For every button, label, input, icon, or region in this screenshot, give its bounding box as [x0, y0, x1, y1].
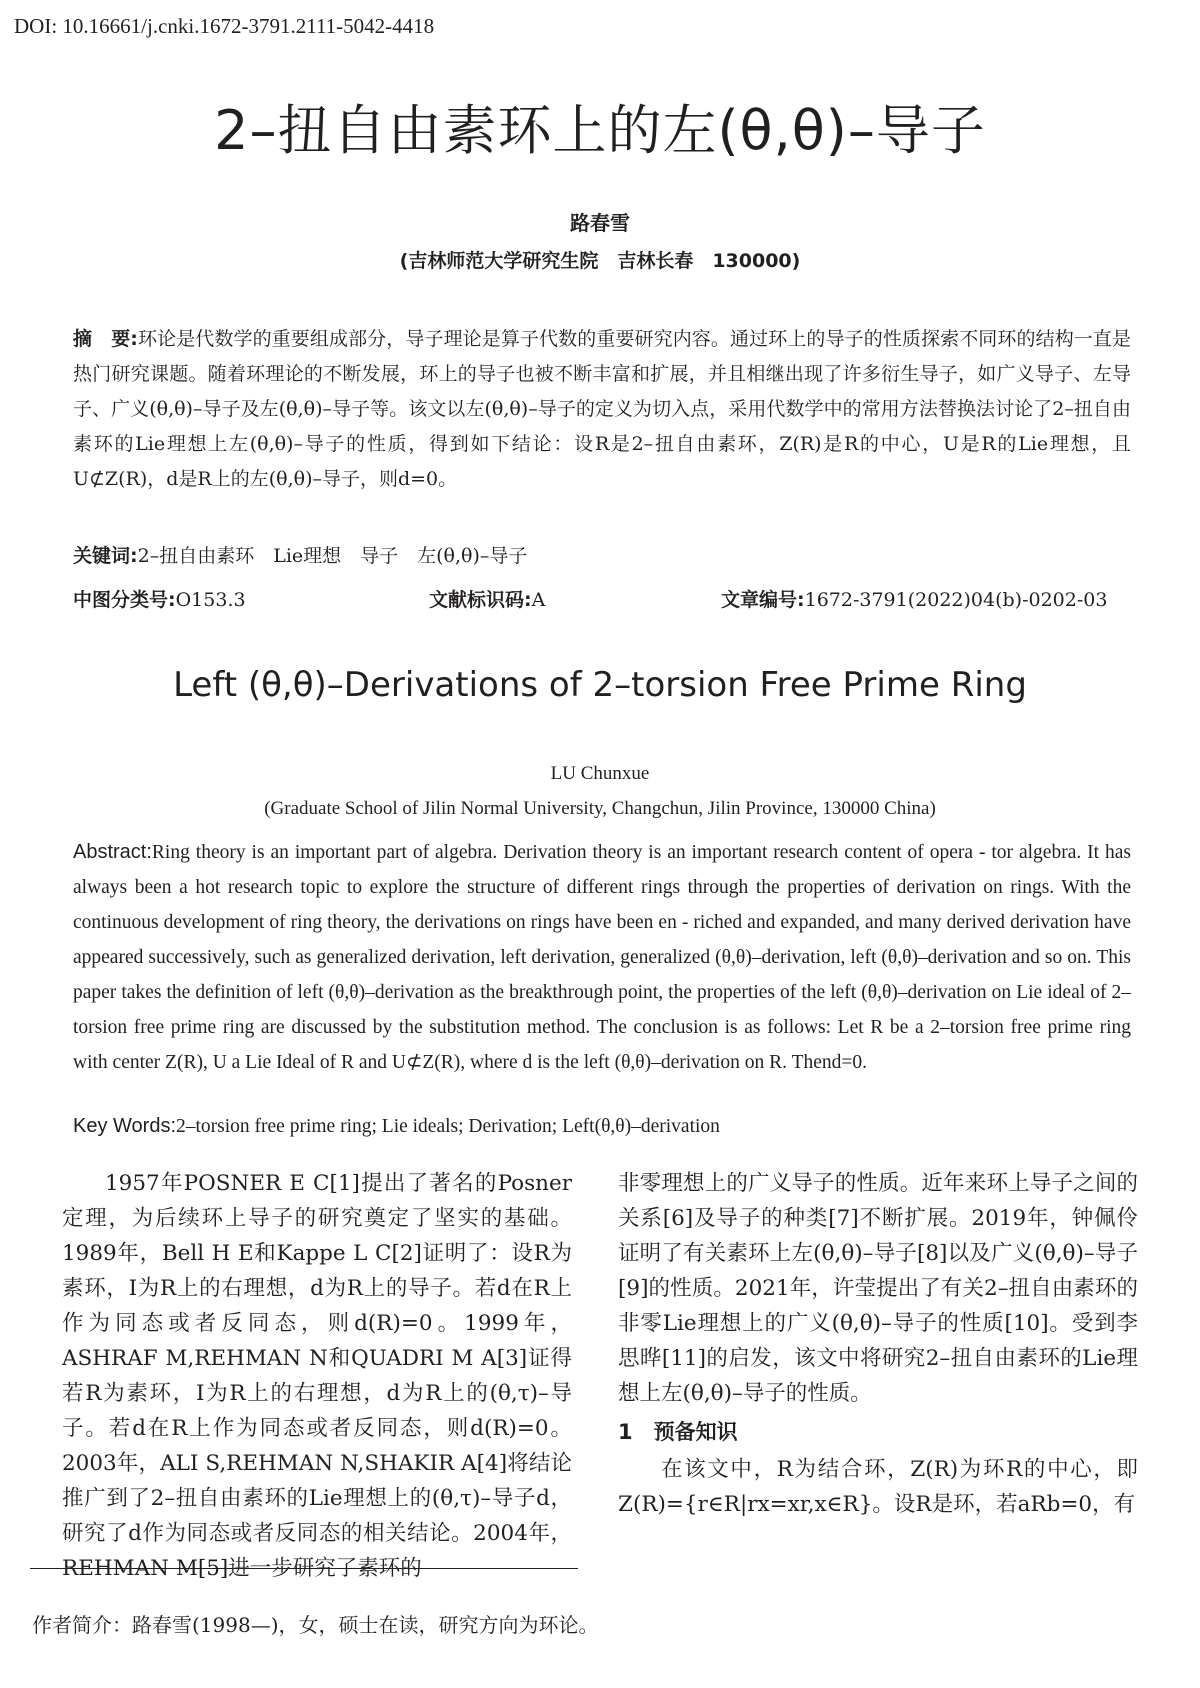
clc-value: O153.3 — [175, 589, 246, 611]
footnote-divider — [30, 1568, 578, 1569]
body-column-left — [62, 1166, 572, 1586]
abstract-zh-label: 摘 要: — [73, 328, 138, 350]
abstract-en-text: Ring theory is an important part of algebra. Derivation theory is an important research content of opera - tor algebra. It has always been a hot research topic to explore the structure of different rings through the properties of derivation on rings. With the continuous development of ring theory, the derivations on rings have been en - riched and expanded, and many derived derivation have appeared successively, such as generalized derivation, left derivation, generalized (θ,θ)–derivation, left (θ,θ)–derivation and so on. This paper takes the definition of left (θ,θ)–derivation as the breakthrough point, the properties of the left (θ,θ)–derivation on Lie ideal of 2–torsion free prime ring are discussed by the substitution method. The conclusion is as follows: Let R be a 2–torsion free prime ring with center Z(R), U a Lie Ideal of R and U⊄Z(R), where d is the left (θ,θ)–derivation on R. Thend=0. — [73, 842, 1131, 1073]
author-name: 路春雪 — [570, 211, 630, 235]
article-value: 1672-3791(2022)04(b)-0202-03 — [804, 589, 1108, 611]
clc-label: 中图分类号: — [73, 589, 176, 611]
keywords-en — [73, 1115, 720, 1138]
abstract-en — [73, 835, 1131, 1080]
paper-title-en: Left (θ,θ)–Derivations of 2–torsion Free Prime Ring — [173, 665, 1027, 705]
keywords-zh-label: 关键词: — [73, 545, 138, 567]
clc-number — [73, 585, 246, 612]
author-affiliation: (吉林师范大学研究生院 吉林长春 130000) — [399, 250, 801, 272]
abstract-zh-text: 环论是代数学的重要组成部分，导子理论是算子代数的重要研究内容。通过环上的导子的性质探索不同环的结构一直是热门研究课题。随着环理论的不断发展，环上的导子也被不断丰富和扩展，并且相继出现了许多衍生导子，如广义导子、左导子、广义(θ,θ)–导子及左(θ,θ)–导子等。该文以左(θ,θ)–导子的定义为切入点，采用代数学中的常用方法替换法讨论了2–扭自由素环的Lie理想上左(θ,θ)–导子的性质，得到如下结论：设R是2–扭自由素环，Z(R)是R的中心，U是R的Lie理想，且U⊄Z(R)，d是R上的左(θ,θ)–导子，则d=0。 — [73, 328, 1131, 490]
keywords-en-text: 2–torsion free prime ring; Lie ideals; Derivation; Left(θ,θ)–derivation — [176, 1116, 720, 1137]
author-footnote: 作者简介：路春雪(1998—)，女，硕士在读，研究方向为环论。 — [32, 1613, 599, 1637]
doi-line: DOI: 10.16661/j.cnki.1672-3791.2111-5042-4418 — [14, 14, 435, 38]
article-label: 文章编号: — [721, 589, 805, 611]
author-name-en: LU Chunxue — [550, 763, 650, 784]
section-heading: 1 预备知识 — [618, 1420, 738, 1444]
section-paragraph: 在该文中，R为结合环，Z(R)为环R的中心，即Z(R)={r∈R|rx=xr,x∈R}。设R是环，若aRb=0，有 — [618, 1457, 1138, 1517]
intro-paragraph: 1957年POSNER E C[1]提出了著名的Posner定理，为后续环上导子的研究奠定了坚实的基础。1989年，Bell H E和Kappe L C[2]证明了：设R为素环，I为R上的右理想，d为R上的导子。若d在R上作为同态或者反同态，则d(R)=0。1999年，ASHRAF M,REHMAN N和QUADRI M A[3]证得若R为素环，I为R上的右理想，d为R上的(θ,τ)–导子。若d在R上作为同态或者反同态，则d(R)=0。2003年，ALI S,REHMAN N,SHAKIR A[4]将结论推广到了2–扭自由素环的Lie理想上的(θ,τ)–导子d，研究了d作为同态或者反同态的相关结论。2004年，REHMAN M[5]进一步研究了素环的 — [62, 1171, 572, 1581]
keywords-zh — [73, 541, 527, 568]
abstract-zh — [73, 322, 1131, 497]
keywords-zh-text: 2–扭自由素环 Lie理想 导子 左(θ,θ)–导子 — [137, 545, 528, 567]
abstract-en-label: Abstract: — [73, 841, 152, 863]
doc-value: A — [531, 589, 546, 611]
intro-paragraph-continued: 非零理想上的广义导子的性质。近年来环上导子之间的关系[6]及导子的种类[7]不断扩展。2019年，钟佩伶证明了有关素环上左(θ,θ)–导子[8]以及广义(θ,θ)–导子[9]的性质。2021年，许莹提出了有关2–扭自由素环的非零Lie理想上的广义(θ,θ)–导子的性质[10]。受到李思晔[11]的启发，该文中将研究2–扭自由素环的Lie理想上左(θ,θ)–导子的性质。 — [618, 1171, 1138, 1406]
author-affiliation-en: (Graduate School of Jilin Normal University, Changchun, Jilin Province, 130000 China) — [264, 798, 936, 819]
article-number — [721, 585, 1107, 612]
paper-title: 2–扭自由素环上的左(θ,θ)–导子 — [214, 99, 986, 162]
keywords-en-label: Key Words: — [73, 1115, 176, 1137]
doc-label: 文献标识码: — [429, 589, 532, 611]
document-code — [429, 585, 545, 612]
body-column-right — [618, 1166, 1138, 1522]
